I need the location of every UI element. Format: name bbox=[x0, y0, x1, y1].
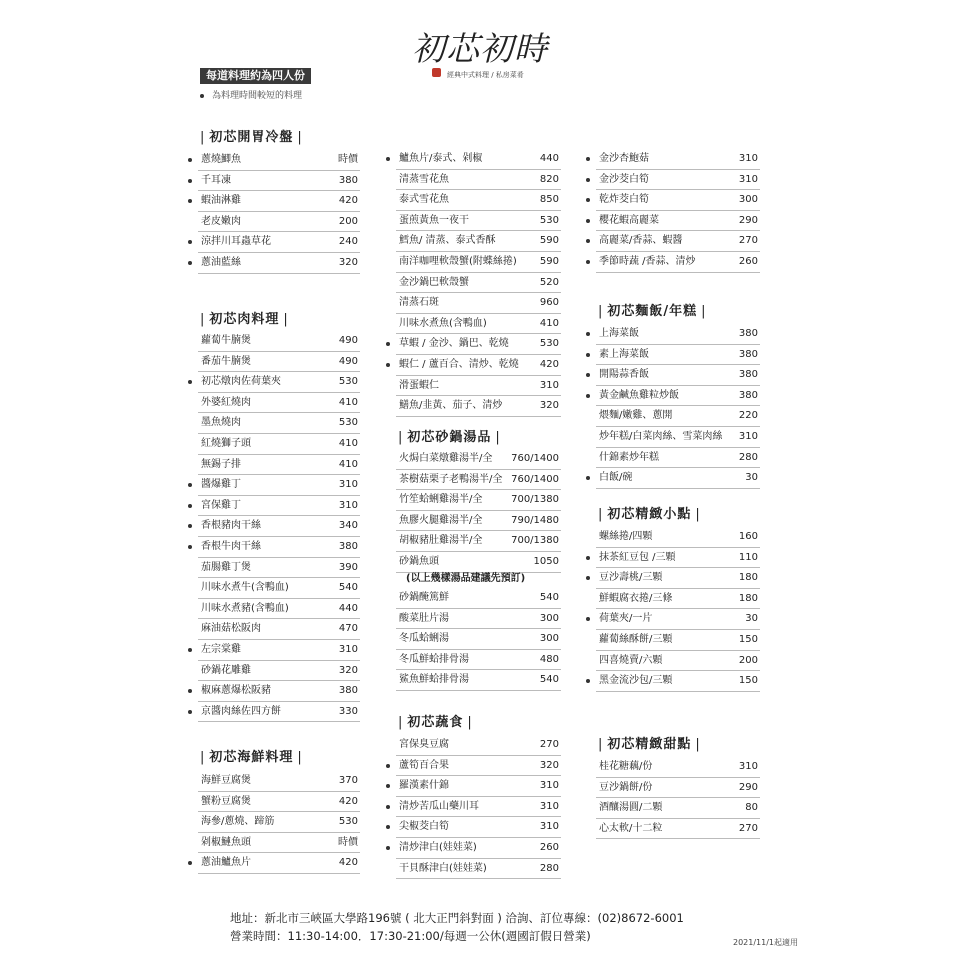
menu-item-price: 290 bbox=[738, 214, 758, 226]
menu-item-price: 310 bbox=[738, 153, 758, 164]
menu-list bbox=[396, 735, 561, 879]
menu-item bbox=[596, 819, 760, 840]
menu-item-price: 410 bbox=[338, 437, 358, 449]
menu-list bbox=[596, 324, 760, 489]
menu-item-price: 290 bbox=[738, 781, 758, 793]
menu-item bbox=[396, 609, 561, 630]
menu-item bbox=[596, 211, 760, 232]
menu-item-price: 530 bbox=[539, 338, 559, 350]
menu-item bbox=[596, 231, 760, 252]
menu-item-price: 390 bbox=[338, 561, 358, 573]
menu-item-price: 300 bbox=[539, 612, 559, 624]
menu-item bbox=[198, 331, 360, 352]
menu-item-name: 蔥油藍絲 bbox=[201, 256, 241, 268]
menu-item-price: 380 bbox=[738, 369, 758, 381]
menu-item-price: 180 bbox=[738, 592, 758, 604]
menu-item bbox=[198, 792, 360, 813]
menu-item bbox=[198, 812, 360, 833]
menu-item-name: 鱔魚/韭黃、茄子、清炒 bbox=[399, 400, 503, 412]
menu-item-price: 280 bbox=[539, 862, 559, 874]
menu-item bbox=[396, 190, 561, 211]
menu-item-price: 440 bbox=[539, 153, 559, 164]
menu-item-name: 抹茶紅豆包 /三顆 bbox=[599, 551, 676, 563]
menu-item-name: 千耳凍 bbox=[201, 174, 231, 186]
menu-item bbox=[396, 314, 561, 335]
footer-effective-date: 2021/11/1起適用 bbox=[733, 938, 799, 947]
menu-item-price: 200 bbox=[738, 654, 758, 666]
menu-item-name: 蔥燒鯽魚 bbox=[201, 154, 241, 165]
menu-item-price: 310 bbox=[738, 173, 758, 185]
menu-item-price: 380 bbox=[338, 540, 358, 552]
menu-item-price: 590 bbox=[539, 235, 559, 247]
menu-item bbox=[198, 619, 360, 640]
menu-item bbox=[198, 372, 360, 393]
menu-list bbox=[596, 149, 760, 273]
menu-item bbox=[596, 589, 760, 610]
menu-item-price: 時價 bbox=[338, 836, 358, 848]
menu-list bbox=[396, 449, 561, 573]
menu-item-name: 黃金鹹魚雞粒炒飯 bbox=[599, 389, 679, 401]
menu-item bbox=[198, 393, 360, 414]
menu-item-price: 790/1480 bbox=[511, 514, 559, 526]
menu-item bbox=[396, 735, 561, 756]
menu-item-name: 砂鍋醃篤鮮 bbox=[399, 592, 449, 603]
menu-item-price: 760/1400 bbox=[511, 473, 559, 485]
menu-item-price: 310 bbox=[738, 430, 758, 442]
menu-item-price: 310 bbox=[338, 499, 358, 511]
footer-address: 地址：新北市三峽區大學路196號 ( 北大正門斜對面 ) 洽詢、訂位專線：(02)8672-6001 bbox=[230, 911, 684, 925]
menu-item bbox=[396, 588, 561, 609]
menu-item bbox=[396, 817, 561, 838]
menu-item-name: 初芯燉肉佐荷葉夾 bbox=[201, 376, 281, 388]
section-title-rice: | 初芯麵飯/年糕 | bbox=[598, 300, 707, 319]
menu-item bbox=[396, 231, 561, 252]
menu-item-name: 酒釀湯圓/二顆 bbox=[599, 802, 663, 814]
menu-item-name: 蘿蔔牛腩煲 bbox=[201, 335, 251, 346]
menu-item-price: 310 bbox=[539, 379, 559, 391]
menu-item bbox=[596, 386, 760, 407]
menu-item bbox=[396, 650, 561, 671]
menu-item-price: 260 bbox=[539, 841, 559, 853]
menu-item-name: 素上海菜飯 bbox=[599, 348, 649, 360]
menu-item-name: 茄腸雞丁煲 bbox=[201, 561, 251, 573]
menu-item-price: 420 bbox=[338, 195, 358, 207]
menu-item-price: 150 bbox=[738, 675, 758, 687]
menu-item bbox=[596, 609, 760, 630]
menu-item bbox=[396, 149, 561, 170]
menu-item-name: 金沙茭白筍 bbox=[599, 173, 649, 185]
menu-item bbox=[396, 629, 561, 650]
menu-item-name: 茶樹菇栗子老鴨湯半/全 bbox=[399, 473, 503, 485]
menu-item-name: 鮮蝦腐衣捲/三條 bbox=[599, 592, 673, 604]
menu-item-price: 530 bbox=[338, 816, 358, 828]
menu-item-price: 380 bbox=[738, 389, 758, 401]
menu-item-name: 外婆紅燒肉 bbox=[201, 396, 251, 408]
menu-item-price: 320 bbox=[539, 759, 559, 771]
menu-item bbox=[396, 531, 561, 552]
menu-item bbox=[198, 455, 360, 476]
menu-item-name: 炒年糕/白菜肉絲、雪菜肉絲 bbox=[599, 430, 723, 442]
section-title-seafood: | 初芯海鮮料理 | bbox=[200, 746, 303, 765]
menu-item bbox=[396, 756, 561, 777]
menu-item-price: 330 bbox=[338, 705, 358, 717]
menu-item bbox=[596, 548, 760, 569]
menu-item-price: 150 bbox=[738, 633, 758, 645]
menu-item bbox=[396, 859, 561, 880]
menu-item-price: 270 bbox=[738, 822, 758, 834]
menu-item-name: 草蝦 / 金沙、鍋巴、乾燒 bbox=[399, 338, 509, 350]
menu-item bbox=[198, 702, 360, 723]
menu-item bbox=[198, 853, 360, 874]
menu-item-name: 什錦素炒年糕 bbox=[599, 451, 659, 463]
menu-item bbox=[596, 170, 760, 191]
menu-list bbox=[596, 527, 760, 692]
menu-item-name: 煨麵/嫩雞、蔥開 bbox=[599, 410, 673, 422]
menu-item-name: 豆沙鍋餅/份 bbox=[599, 781, 653, 793]
menu-item-price: 320 bbox=[338, 256, 358, 268]
menu-item-price: 820 bbox=[539, 173, 559, 185]
menu-item-price: 300 bbox=[539, 633, 559, 645]
menu-item bbox=[396, 252, 561, 273]
preorder-note bbox=[396, 569, 561, 589]
menu-item bbox=[596, 630, 760, 651]
menu-item-price: 760/1400 bbox=[511, 453, 559, 464]
menu-item-price: 160 bbox=[738, 531, 758, 542]
menu-item bbox=[396, 838, 561, 859]
footer-hours: 營業時間：11:30-14:00．17:30-21:00/每週一公休(週國訂假日營業) bbox=[230, 929, 591, 943]
menu-item-price: 30 bbox=[745, 472, 758, 484]
menu-item-name: 螺絲捲/四顆 bbox=[599, 531, 653, 542]
menu-item-name: 京醬肉絲佐四方餅 bbox=[201, 705, 281, 717]
menu-item-name: 白飯/碗 bbox=[599, 472, 633, 484]
menu-list bbox=[198, 150, 360, 274]
menu-item-name: 麻油菇松阪肉 bbox=[201, 623, 261, 635]
menu-item-price: 30 bbox=[745, 613, 758, 625]
menu-item-name: 砂鍋魚頭 bbox=[399, 555, 439, 567]
menu-item-name: 蘿蔔絲酥餅/三顆 bbox=[599, 633, 673, 645]
menu-item-name: 火焗白菜燉雞湯半/全 bbox=[399, 453, 493, 464]
menu-item-name: 香根牛肉干絲 bbox=[201, 540, 261, 552]
menu-item bbox=[596, 671, 760, 692]
section-title-soup: | 初芯砂鍋湯品 | bbox=[398, 426, 501, 445]
menu-item-price: 380 bbox=[338, 174, 358, 186]
bullet-legend-text: 為料理時間較短的料理 bbox=[212, 91, 303, 101]
menu-item-name: 鱈魚/ 清蒸、泰式香酥 bbox=[399, 235, 496, 247]
menu-item-price: 540 bbox=[539, 674, 559, 686]
menu-item-name: 魚膠火腿雞湯半/全 bbox=[399, 514, 483, 526]
menu-item-name: 尖椒茭白筍 bbox=[399, 821, 449, 833]
menu-item-name: 酸菜肚片湯 bbox=[399, 612, 449, 624]
menu-item bbox=[198, 661, 360, 682]
menu-item bbox=[198, 833, 360, 854]
menu-item-price: 310 bbox=[539, 780, 559, 792]
menu-item bbox=[396, 449, 561, 470]
menu-item-price: 440 bbox=[338, 602, 358, 614]
menu-item-price: 340 bbox=[338, 520, 358, 532]
menu-item-price: 700/1380 bbox=[511, 494, 559, 506]
menu-item-price: 530 bbox=[338, 417, 358, 429]
menu-item-price: 220 bbox=[738, 410, 758, 422]
menu-item bbox=[198, 413, 360, 434]
menu-item bbox=[396, 797, 561, 818]
menu-item-name: 鯊魚鮮蛤排骨湯 bbox=[399, 674, 469, 686]
menu-list bbox=[198, 771, 360, 874]
menu-item bbox=[198, 640, 360, 661]
menu-list bbox=[396, 588, 561, 691]
preorder-note-text: (以上幾樣湯品建議先預訂) bbox=[406, 573, 526, 584]
menu-item bbox=[396, 376, 561, 397]
menu-item bbox=[396, 355, 561, 376]
menu-item-name: 清炒苦瓜山藥川耳 bbox=[399, 800, 479, 812]
menu-item-name: 鱸魚片/泰式、剁椒 bbox=[399, 153, 483, 164]
menu-item-name: 羅漢素什錦 bbox=[399, 780, 449, 792]
menu-item bbox=[198, 599, 360, 620]
menu-item-price: 530 bbox=[338, 376, 358, 388]
menu-item-name: 清炒津白(娃娃菜) bbox=[399, 841, 477, 853]
menu-item-name: 金沙鍋巴軟殼蟹 bbox=[399, 276, 469, 288]
menu-item bbox=[198, 253, 360, 274]
menu-item-name: 宮保臭豆腐 bbox=[399, 739, 449, 750]
menu-item-name: 川味水煮豬(含鴨血) bbox=[201, 602, 289, 614]
menu-item-name: 剁椒鰱魚頭 bbox=[201, 836, 251, 848]
menu-item-name: 蘆筍百合果 bbox=[399, 759, 449, 771]
menu-item-name: 滑蛋蝦仁 bbox=[399, 379, 439, 391]
menu-item-name: 蔥油鱸魚片 bbox=[201, 857, 251, 869]
menu-item bbox=[198, 537, 360, 558]
menu-item-name: 左宗棠雞 bbox=[201, 643, 241, 655]
menu-item bbox=[396, 511, 561, 532]
menu-item bbox=[596, 324, 760, 345]
menu-item bbox=[198, 352, 360, 373]
menu-item bbox=[596, 568, 760, 589]
menu-item-name: 桂花糖藕/份 bbox=[599, 761, 653, 772]
menu-item bbox=[396, 490, 561, 511]
menu-item bbox=[198, 171, 360, 192]
menu-item-name: 冬瓜鮮蛤排骨湯 bbox=[399, 653, 469, 665]
menu-item bbox=[596, 468, 760, 489]
menu-item bbox=[596, 406, 760, 427]
menu-item-name: 荷葉夾/一片 bbox=[599, 613, 653, 625]
menu-item bbox=[396, 776, 561, 797]
menu-item bbox=[396, 211, 561, 232]
menu-item bbox=[198, 150, 360, 171]
menu-item-name: 香根豬肉干絲 bbox=[201, 520, 261, 532]
menu-item-name: 海參/蔥燒、蹄筋 bbox=[201, 816, 275, 828]
menu-item-price: 960 bbox=[539, 297, 559, 309]
menu-item-name: 紅燒獅子頭 bbox=[201, 437, 251, 449]
menu-item-name: 砂鍋花雕雞 bbox=[201, 664, 251, 676]
portion-note: 每道料理約為四人份 bbox=[200, 68, 311, 84]
menu-item-name: 開陽蒜香飯 bbox=[599, 369, 649, 381]
menu-item-price: 240 bbox=[338, 236, 358, 248]
menu-item-name: 椒麻蔥爆松阪豬 bbox=[201, 685, 271, 697]
bullet-legend bbox=[200, 88, 302, 101]
bullet-dot-icon bbox=[200, 94, 204, 98]
menu-item bbox=[596, 651, 760, 672]
menu-item-name: 墨魚燒肉 bbox=[201, 417, 241, 429]
menu-item-name: 胡椒豬肚雞湯半/全 bbox=[399, 535, 483, 547]
section-title-appetizers: | 初芯開胃冷盤 | bbox=[200, 126, 303, 145]
section-title-meat: | 初芯肉料理 | bbox=[200, 308, 289, 327]
menu-item bbox=[396, 396, 561, 417]
menu-item bbox=[198, 558, 360, 579]
menu-item-name: 蝦油淋雞 bbox=[201, 195, 241, 207]
section-title-desserts: | 初芯精緻甜點 | bbox=[598, 733, 701, 752]
menu-item-price: 480 bbox=[539, 653, 559, 665]
menu-item-price: 520 bbox=[539, 276, 559, 288]
menu-item bbox=[198, 578, 360, 599]
menu-item-name: 干貝酥津白(娃娃菜) bbox=[399, 862, 487, 874]
menu-item-price: 420 bbox=[338, 857, 358, 869]
menu-item bbox=[198, 191, 360, 212]
menu-item-price: 80 bbox=[745, 802, 758, 814]
menu-item-price: 850 bbox=[539, 194, 559, 206]
brand-logo bbox=[412, 28, 562, 84]
menu-item-price: 280 bbox=[738, 451, 758, 463]
section-title-snacks: | 初芯精緻小點 | bbox=[598, 503, 701, 522]
menu-item bbox=[396, 334, 561, 355]
menu-item-name: 涼拌川耳蟲草花 bbox=[201, 236, 271, 248]
menu-item bbox=[396, 293, 561, 314]
menu-item bbox=[396, 170, 561, 191]
menu-item-price: 420 bbox=[539, 358, 559, 370]
menu-item bbox=[596, 448, 760, 469]
menu-item bbox=[396, 670, 561, 691]
menu-item-price: 310 bbox=[539, 821, 559, 833]
menu-item-price: 490 bbox=[338, 355, 358, 367]
menu-item bbox=[596, 365, 760, 386]
menu-list bbox=[396, 149, 561, 417]
menu-item bbox=[198, 475, 360, 496]
menu-item bbox=[396, 470, 561, 491]
menu-item-price: 260 bbox=[738, 255, 758, 267]
menu-item bbox=[596, 252, 760, 273]
menu-item-price: 380 bbox=[738, 328, 758, 339]
menu-item-name: 心太軟/十二粒 bbox=[599, 822, 663, 834]
menu-item bbox=[198, 232, 360, 253]
seal-icon bbox=[432, 68, 441, 77]
menu-item-price: 490 bbox=[338, 335, 358, 346]
menu-item-name: 老皮嫩肉 bbox=[201, 215, 241, 227]
menu-item-price: 410 bbox=[338, 458, 358, 470]
menu-item-name: 泰式雪花魚 bbox=[399, 194, 449, 206]
menu-item-price: 270 bbox=[738, 235, 758, 247]
menu-item-price: 時價 bbox=[338, 154, 358, 165]
menu-item bbox=[198, 434, 360, 455]
menu-item-price: 540 bbox=[338, 582, 358, 594]
menu-item-price: 300 bbox=[738, 194, 758, 206]
menu-item-name: 蝦仁 / 蘆百合、清炒、乾燒 bbox=[399, 358, 519, 370]
menu-item-price: 310 bbox=[738, 761, 758, 772]
menu-item-price: 470 bbox=[338, 623, 358, 635]
menu-item-name: 宮保雞丁 bbox=[201, 499, 241, 511]
menu-item-name: 季節時蔬 /香蒜、清炒 bbox=[599, 255, 696, 267]
menu-item-price: 310 bbox=[539, 800, 559, 812]
section-title-veg: | 初芯蔬食 | bbox=[398, 711, 473, 730]
menu-item-price: 420 bbox=[338, 795, 358, 807]
menu-item-price: 180 bbox=[738, 572, 758, 584]
menu-item bbox=[198, 516, 360, 537]
menu-item-price: 410 bbox=[338, 396, 358, 408]
menu-item-price: 110 bbox=[738, 551, 758, 563]
menu-item-name: 竹笙蛤蜊雞湯半/全 bbox=[399, 494, 483, 506]
menu-item-price: 380 bbox=[338, 685, 358, 697]
menu-item-name: 無錫子排 bbox=[201, 458, 241, 470]
menu-item-price: 320 bbox=[539, 400, 559, 412]
menu-item-name: 川味水煮魚(含鴨血) bbox=[399, 317, 487, 329]
menu-item-price: 310 bbox=[338, 479, 358, 491]
menu-item bbox=[396, 273, 561, 294]
menu-item-price: 370 bbox=[338, 775, 358, 786]
menu-item bbox=[596, 427, 760, 448]
menu-item bbox=[596, 190, 760, 211]
brand-subtitle: 經典中式料理 / 私房菜肴 bbox=[447, 71, 524, 79]
menu-item-name: 高麗菜/香蒜、蝦醬 bbox=[599, 235, 683, 247]
menu-item-name: 黑金流沙包/三顆 bbox=[599, 675, 673, 687]
menu-item-price: 1050 bbox=[533, 555, 559, 567]
menu-item-name: 海鮮豆腐煲 bbox=[201, 775, 251, 786]
menu-item-price: 200 bbox=[338, 215, 358, 227]
menu-item-price: 320 bbox=[338, 664, 358, 676]
menu-item-price: 380 bbox=[738, 348, 758, 360]
menu-item bbox=[198, 681, 360, 702]
menu-item bbox=[596, 345, 760, 366]
menu-item-name: 豆沙壽桃/三顆 bbox=[599, 572, 663, 584]
menu-item-name: 上海菜飯 bbox=[599, 328, 639, 339]
menu-list bbox=[198, 331, 360, 722]
menu-item-price: 270 bbox=[539, 739, 559, 750]
menu-item bbox=[198, 496, 360, 517]
menu-item-price: 700/1380 bbox=[511, 535, 559, 547]
menu-item-price: 530 bbox=[539, 214, 559, 226]
menu-item-name: 四喜燒賣/六顆 bbox=[599, 654, 663, 666]
menu-item bbox=[596, 798, 760, 819]
menu-item-name: 川味水煮牛(含鴨血) bbox=[201, 582, 289, 594]
menu-item-name: 醬爆雞丁 bbox=[201, 479, 241, 491]
menu-item-price: 310 bbox=[338, 643, 358, 655]
menu-item-price: 410 bbox=[539, 317, 559, 329]
menu-item bbox=[198, 771, 360, 792]
menu-item-name: 櫻花蝦高麗菜 bbox=[599, 214, 659, 226]
menu-item-name: 金沙杏鮑菇 bbox=[599, 153, 649, 164]
brand-name: 初芯初時 bbox=[412, 29, 548, 68]
menu-item-price: 540 bbox=[539, 592, 559, 603]
menu-item bbox=[596, 757, 760, 778]
menu-item-name: 乾炸茭白筍 bbox=[599, 194, 649, 206]
menu-item-price: 590 bbox=[539, 255, 559, 267]
menu-item-name: 蟹粉豆腐煲 bbox=[201, 795, 251, 807]
menu-item-name: 清蒸石斑 bbox=[399, 297, 439, 309]
menu-item bbox=[198, 212, 360, 233]
menu-item-name: 冬瓜蛤蜊湯 bbox=[399, 633, 449, 645]
menu-item-name: 番茄牛腩煲 bbox=[201, 355, 251, 367]
menu-item bbox=[596, 527, 760, 548]
menu-item bbox=[596, 149, 760, 170]
menu-item-name: 蛋煎黃魚一夜干 bbox=[399, 214, 469, 226]
menu-item bbox=[596, 778, 760, 799]
menu-item-name: 清蒸雪花魚 bbox=[399, 173, 449, 185]
menu-item-name: 南洋咖哩軟殼蟹(附蝶絲捲) bbox=[399, 255, 517, 267]
menu-list bbox=[596, 757, 760, 839]
